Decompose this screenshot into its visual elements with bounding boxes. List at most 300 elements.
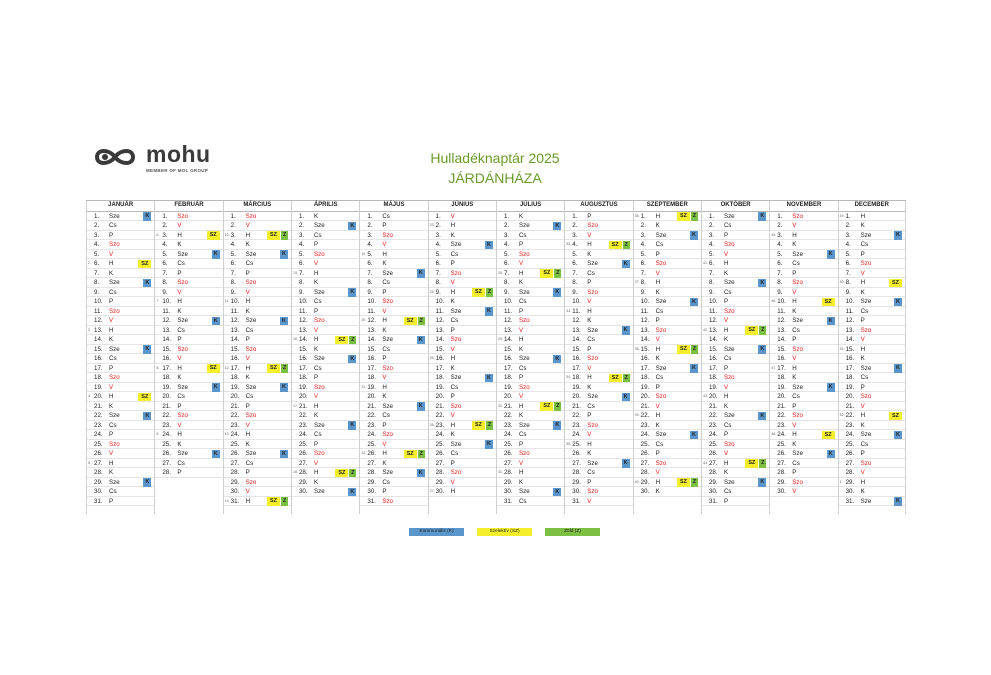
day-row (87, 354, 154, 364)
legend-szelektiv: Szelektív (SZ) (477, 528, 532, 536)
weekday-name: Cs (860, 374, 869, 381)
day-row (87, 278, 154, 288)
day-number: 23. (572, 421, 581, 429)
day-number: 22. (230, 412, 240, 419)
collection-badges (138, 393, 151, 402)
day-number: 8. (777, 279, 783, 286)
day-number: 17. (845, 364, 855, 372)
day-row (565, 459, 632, 469)
weekday-name: K (382, 326, 387, 334)
day-row (292, 421, 359, 431)
day-number: 23. (230, 421, 240, 429)
weekday-name: P (177, 402, 182, 410)
day-number: 16. (230, 355, 240, 362)
day-row (839, 335, 905, 345)
weekday-name: K (860, 288, 865, 296)
day-number: 18. (503, 374, 513, 381)
weekday-name: Cs (723, 288, 732, 296)
week-number: 29. (497, 337, 503, 341)
badge-z: Z (624, 241, 628, 248)
day-number: 16. (845, 355, 855, 362)
day-number: 6. (503, 260, 510, 267)
weekday-name: Sze (723, 412, 735, 419)
day-number: 28. (230, 469, 240, 476)
month-column (291, 201, 359, 514)
day-row (497, 373, 564, 383)
day-number: 3. (162, 231, 168, 239)
day-number: 27. (298, 459, 308, 467)
week-number: 39. (634, 413, 640, 417)
day-number: 28. (367, 469, 376, 476)
weekday-name: Cs (382, 478, 390, 486)
day-number: 7. (298, 269, 305, 277)
day-number: 16. (162, 355, 171, 362)
day-row (770, 373, 837, 383)
day-row (155, 326, 222, 336)
weekday-name: V (860, 469, 865, 476)
day-number: 8. (435, 279, 441, 286)
day-row (87, 373, 154, 383)
day-row (360, 221, 427, 231)
day-row (224, 297, 291, 307)
weekday-name: H (382, 250, 387, 258)
day-number: 11. (230, 307, 239, 315)
day-number: 17. (435, 364, 445, 372)
weekday-name: P (313, 440, 319, 448)
day-row (634, 345, 701, 355)
collection-badges (348, 355, 356, 364)
day-number: 24. (94, 431, 103, 438)
weekday-name: V (313, 393, 319, 400)
day-number: 3. (298, 231, 305, 239)
day-number: 6. (708, 260, 715, 267)
weekday-name: Szo (177, 412, 188, 419)
day-number: 4. (503, 241, 510, 248)
weekday-name: K (587, 450, 592, 457)
day-row (839, 326, 905, 336)
weekday-name: V (723, 250, 729, 258)
badge-sz: SZ (822, 431, 835, 440)
day-number: 27. (94, 459, 103, 467)
day-row (224, 269, 291, 279)
collection-badges (280, 450, 288, 459)
badge-sz: SZ (677, 478, 690, 487)
weekday-name: H (723, 459, 729, 467)
day-number: 31. (708, 497, 718, 505)
day-row (360, 392, 427, 402)
day-number: 8. (845, 279, 851, 286)
day-row (497, 497, 564, 507)
day-row (429, 430, 496, 440)
day-row (87, 288, 154, 298)
day-row (702, 411, 769, 421)
day-row (360, 297, 427, 307)
badge-sz: SZ (404, 450, 417, 459)
collection-badges (553, 421, 561, 430)
day-row (224, 421, 291, 431)
day-row (360, 402, 427, 412)
day-number: 8. (162, 279, 168, 286)
month-header: AUGUSZTUS (565, 201, 632, 212)
day-row (155, 231, 222, 241)
day-number: 1. (367, 212, 373, 220)
day-row (360, 326, 427, 336)
weekday-name: Cs (860, 307, 869, 315)
weekday-name: Szo (655, 260, 667, 267)
weekday-name: V (382, 440, 387, 448)
day-number: 28. (572, 469, 581, 476)
week-number: 23. (429, 223, 435, 227)
weekday-name: Cs (518, 298, 527, 305)
day-row (565, 278, 632, 288)
day-number: 10. (435, 298, 445, 305)
day-row (634, 449, 701, 459)
day-row (429, 383, 496, 393)
month-column (564, 201, 632, 514)
day-row (702, 383, 769, 393)
weekday-name: Szo (313, 317, 325, 324)
weekday-name: K (245, 241, 250, 248)
day-number: 13. (572, 326, 581, 334)
day-row (702, 459, 769, 469)
day-number: 13. (298, 326, 308, 334)
collection-badges (622, 260, 630, 269)
day-number: 12. (572, 317, 581, 324)
badge-k: K (690, 231, 698, 240)
badge-k: K (622, 260, 630, 269)
weekday-name: P (723, 298, 729, 305)
day-row (360, 468, 427, 478)
weekday-name: Sze (450, 241, 462, 248)
day-number: 22. (298, 412, 308, 419)
day-number: 4. (94, 241, 100, 248)
day-row (497, 449, 564, 459)
day-number: 26. (435, 450, 445, 457)
day-row (292, 383, 359, 393)
day-number: 21. (640, 402, 650, 410)
badge-sz: SZ (207, 364, 220, 373)
day-row (224, 449, 291, 459)
day-row (702, 487, 769, 497)
day-number: 2. (162, 222, 168, 229)
weekday-name: H (792, 298, 797, 305)
week-number: 42. (702, 327, 708, 332)
weekday-name: Cs (450, 383, 459, 391)
weekday-name: Cs (860, 440, 869, 448)
day-row (360, 259, 427, 269)
weekday-name: Szo (655, 393, 667, 400)
weekday-name: K (245, 440, 250, 448)
day-number: 3. (572, 231, 578, 239)
weekday-name: H (245, 497, 251, 505)
day-row (770, 411, 837, 421)
day-row (839, 392, 905, 402)
badge-sz: SZ (677, 212, 690, 221)
collection-badges (758, 478, 766, 487)
weekday-name: Szo (382, 364, 393, 372)
day-row (155, 402, 222, 412)
day-number: 23. (298, 421, 308, 429)
day-number: 5. (435, 250, 441, 258)
weekday-name: H (723, 260, 729, 267)
day-number: 26. (572, 450, 581, 457)
day-number: 7. (503, 269, 510, 277)
weekday-name: Sze (860, 431, 872, 438)
badge-k: K (827, 317, 835, 326)
weekday-name: V (587, 231, 592, 239)
day-number: 13. (708, 326, 718, 334)
day-number: 18. (708, 374, 718, 381)
day-number: 11. (503, 307, 513, 315)
day-number: 10. (708, 298, 718, 305)
day-row (360, 364, 427, 374)
day-row (497, 411, 564, 421)
weekday-name: P (518, 440, 524, 448)
day-row (565, 354, 632, 364)
day-number: 6. (572, 260, 578, 267)
day-row (565, 468, 632, 478)
day-number: 22. (503, 412, 513, 419)
weekday-name: P (109, 298, 114, 305)
badge-sz: SZ (335, 336, 348, 345)
day-number: 23. (94, 421, 103, 429)
day-number: 2. (640, 222, 646, 229)
day-row (429, 459, 496, 469)
day-number: 28. (845, 469, 855, 476)
weekday-name: H (518, 469, 524, 476)
weekday-name: P (177, 469, 182, 476)
day-row (360, 478, 427, 488)
weekday-name: K (518, 345, 524, 353)
weekday-name: Cs (109, 222, 117, 229)
day-number: 28. (708, 469, 718, 476)
weekday-name: P (450, 326, 455, 334)
day-number: 15. (572, 345, 581, 353)
day-row (770, 307, 837, 317)
weekday-name: Cs (518, 497, 527, 505)
badge-k: K (827, 383, 835, 392)
collection-badges (827, 383, 835, 392)
day-row (429, 240, 496, 250)
weekday-name: K (382, 393, 387, 400)
day-row (224, 221, 291, 231)
month-column (428, 201, 496, 514)
day-number: 17. (94, 364, 103, 372)
weekday-name: Sze (518, 288, 530, 296)
weekday-name: V (587, 431, 592, 438)
day-number: 6. (367, 260, 373, 267)
day-number: 24. (162, 431, 171, 438)
day-row (292, 449, 359, 459)
weekday-name: K (382, 459, 387, 467)
weekday-name: Szo (792, 212, 803, 220)
day-row (87, 231, 154, 241)
day-row (565, 307, 632, 317)
day-number: 12. (640, 317, 650, 324)
day-row (292, 259, 359, 269)
day-row (360, 449, 427, 459)
badge-z: Z (761, 460, 765, 466)
day-row (565, 297, 632, 307)
day-number: 4. (298, 241, 305, 248)
day-row (497, 364, 564, 374)
weekday-name: Cs (518, 231, 527, 239)
weekday-name: Cs (313, 364, 322, 372)
weekday-name: Sze (313, 421, 325, 429)
day-row (839, 297, 905, 307)
day-number: 1. (845, 212, 851, 220)
weekday-name: P (655, 450, 660, 457)
day-row (360, 421, 427, 431)
weekday-name: V (792, 222, 797, 229)
day-number: 18. (367, 374, 376, 381)
weekday-name: Szo (792, 279, 803, 286)
collection-badges (472, 288, 493, 297)
badge-z: Z (282, 365, 287, 371)
day-row (565, 250, 632, 260)
mohu-logo-icon (93, 145, 141, 169)
day-row (634, 326, 701, 336)
collection-badges (485, 440, 493, 449)
day-number: 14. (230, 336, 240, 343)
collection-badges (212, 250, 220, 259)
weekday-name: K (723, 269, 729, 277)
day-number: 19. (94, 383, 103, 391)
badge-z: Z (692, 479, 697, 485)
day-row (224, 335, 291, 345)
day-row (497, 459, 564, 469)
day-row (497, 240, 564, 250)
day-number: 29. (708, 478, 718, 486)
day-number: 10. (298, 298, 308, 305)
day-number: 11. (367, 307, 376, 315)
week-number: 49. (839, 213, 845, 218)
week-number: 21. (361, 384, 367, 389)
weekday-name: Szo (450, 269, 462, 277)
day-row (497, 316, 564, 326)
day-number: 21. (367, 402, 376, 410)
day-number: 15. (367, 345, 376, 353)
day-number: 26. (503, 450, 513, 457)
day-number: 18. (435, 374, 445, 381)
day-row (839, 212, 905, 222)
weekday-name: Sze (382, 269, 393, 277)
weekday-name: Sze (382, 402, 393, 410)
day-row (292, 316, 359, 326)
badge-k: K (348, 488, 356, 497)
day-number: 14. (845, 336, 855, 343)
day-number: 12. (435, 317, 445, 324)
weekday-name: K (450, 364, 455, 372)
day-row (224, 459, 291, 469)
day-number: 11. (162, 307, 171, 315)
day-number: 7. (230, 269, 236, 277)
day-number: 15. (162, 345, 171, 353)
weekday-name: Szo (109, 307, 120, 315)
day-number: 30. (298, 488, 308, 495)
weekday-name: Sze (860, 231, 872, 239)
day-row (839, 278, 905, 288)
weekday-name: K (177, 440, 182, 448)
day-number: 22. (572, 412, 581, 419)
badge-sz: SZ (138, 393, 151, 402)
day-row (839, 497, 905, 507)
badge-sz: SZ (889, 279, 902, 288)
day-number: 16. (298, 355, 308, 362)
weekday-name: P (450, 459, 455, 467)
day-number: 20. (640, 393, 650, 400)
week-number: 24. (429, 289, 435, 294)
day-number: 22. (845, 412, 855, 419)
day-number: 10. (94, 298, 103, 305)
day-row (155, 373, 222, 383)
day-row (87, 212, 154, 222)
weekday-name: Sze (587, 393, 598, 400)
day-number: 21. (777, 402, 786, 410)
day-row (634, 250, 701, 260)
week-number: 20. (361, 318, 367, 322)
day-number: 16. (435, 355, 445, 362)
day-row (87, 364, 154, 374)
weekday-name: K (518, 279, 524, 286)
badge-k: K (212, 250, 220, 259)
day-number: 26. (162, 450, 171, 457)
weekday-name: Sze (587, 326, 598, 334)
day-number: 31. (230, 497, 240, 505)
weekday-name: Sze (109, 212, 120, 220)
day-row (429, 411, 496, 421)
month-header: JÚLIUS (497, 201, 564, 212)
day-row (565, 288, 632, 298)
badge-k: K (280, 250, 288, 259)
day-number: 30. (640, 488, 650, 495)
day-number: 17. (298, 364, 308, 372)
collection-badges (280, 383, 288, 392)
weekday-name: Sze (313, 288, 325, 296)
day-number: 14. (94, 336, 103, 343)
day-row (497, 468, 564, 478)
weekday-name: V (860, 336, 865, 343)
weekday-name: P (109, 497, 114, 505)
weekday-name: Cs (723, 222, 732, 229)
day-row (360, 354, 427, 364)
day-row (702, 269, 769, 279)
day-number: 20. (503, 393, 513, 400)
day-row (360, 345, 427, 355)
badge-k: K (212, 317, 220, 326)
day-row (497, 278, 564, 288)
badge-sz: SZ (472, 288, 485, 297)
legend-zold: Zöld (Z) (545, 528, 600, 536)
week-number: 36. (634, 213, 640, 218)
week-number: 6. (156, 232, 160, 237)
day-number: 6. (162, 260, 168, 267)
day-row (634, 430, 701, 440)
weekday-name: Cs (792, 260, 800, 267)
week-number: 34. (566, 375, 572, 379)
weekday-name: P (245, 269, 250, 277)
day-number: 24. (708, 431, 718, 438)
day-row (155, 212, 222, 222)
weekday-name: H (245, 298, 251, 305)
day-row (429, 487, 496, 497)
day-row (497, 335, 564, 345)
weekday-name: Cs (655, 440, 664, 448)
collection-badges (822, 298, 835, 307)
day-row (360, 316, 427, 326)
day-number: 3. (435, 231, 441, 239)
weekday-name: H (860, 345, 866, 353)
